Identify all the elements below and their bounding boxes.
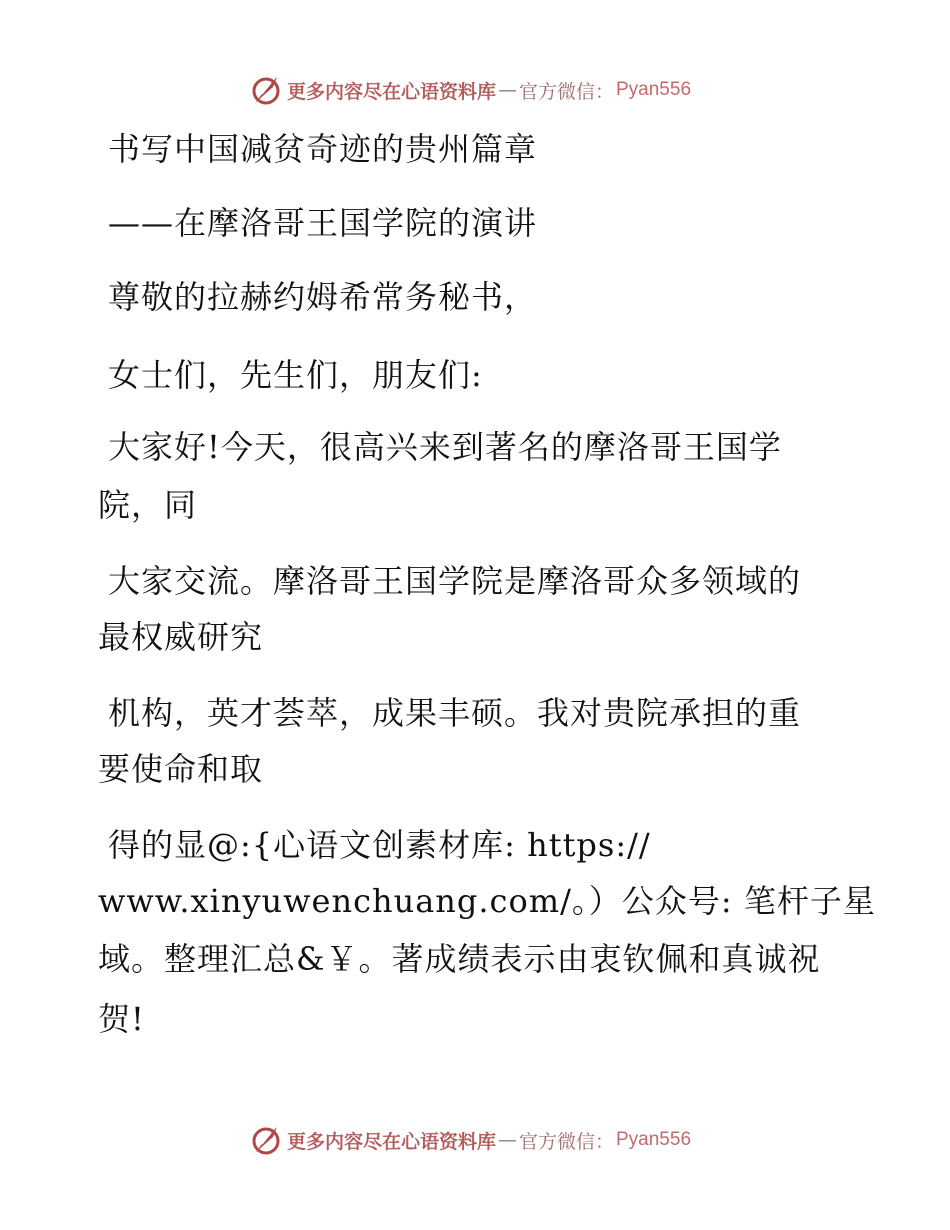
footer-separator: — (497, 1129, 517, 1151)
header-watermark-banner (0, 70, 950, 110)
footer-watermark-inner (249, 1123, 691, 1157)
document-subtitle: ——在摩洛哥王国学院的演讲 (108, 204, 538, 242)
document-title: 书写中国减贫奇迹的贵州篇章 (108, 130, 538, 168)
header-wechat-id: Pyan556 (616, 79, 692, 100)
salutation-line: 女士们，先生们，朋友们: (108, 356, 483, 394)
footer-watermark-banner (0, 1120, 950, 1160)
footer-site-name: 更多内容尽在心语资料库 (286, 1130, 496, 1153)
body-line: 要使命和取 (98, 750, 264, 788)
header-site-name: 更多内容尽在心语资料库 (286, 80, 496, 103)
body-line: 大家好!今天，很高兴来到著名的摩洛哥王国学 (108, 428, 782, 466)
quill-logo-icon (249, 1123, 283, 1157)
quill-logo-icon (249, 73, 283, 107)
footer-wechat-id: Pyan556 (616, 1129, 692, 1150)
body-line: 机构，英才荟萃，成果丰硕。我对贵院承担的重 (108, 694, 802, 732)
body-line: 大家交流。摩洛哥王国学院是摩洛哥众多领域的 (108, 562, 802, 600)
body-line: 院，同 (98, 486, 198, 524)
salutation-line: 尊敬的拉赫约姆希常务秘书， (108, 278, 538, 316)
header-separator: — (497, 79, 517, 101)
footer-wechat-label: 官方微信： (518, 1130, 614, 1153)
header-wechat-label: 官方微信： (518, 80, 614, 103)
body-line: www.xinyuwenchuang.com/。）公众号: 笔杆子星 (98, 882, 876, 920)
header-watermark-inner (249, 73, 691, 107)
body-line: 贺! (98, 1000, 145, 1038)
body-line: 最权威研究 (98, 618, 264, 656)
body-line: 域。整理汇总&￥。著成绩表示由衷钦佩和真诚祝 (98, 940, 821, 978)
body-line: 得的显@:{心语文创素材库: https:// (108, 826, 651, 864)
